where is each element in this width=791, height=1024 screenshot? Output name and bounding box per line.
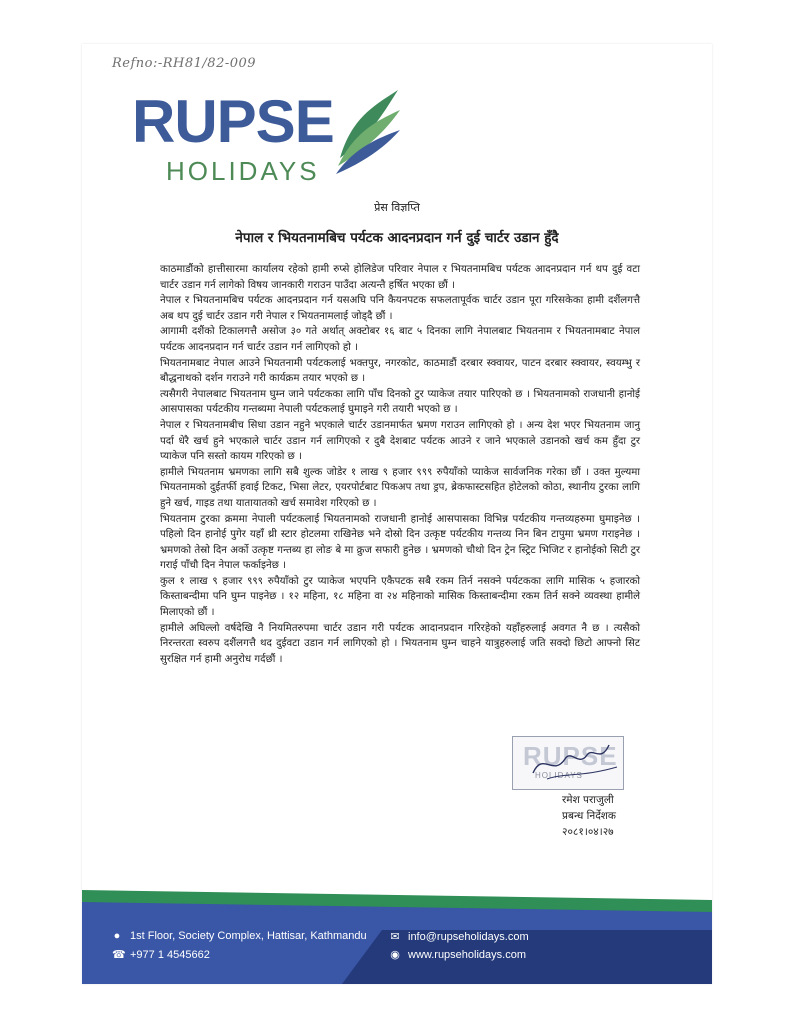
body-paragraph: भियतनामबाट नेपाल आउने भियतनामी पर्यटकलाई भक्तपुर, नगरकोट, काठमाडौं दरबार स्क्वायर, पाटन दरबार स्क्वायर, स्वयम्भु र बौद्धनाथको दर्शन गराउने गरी कार्यक्रम तयार भएको छ ।	[160, 357, 640, 385]
body-paragraph: कुल १ लाख ९ हजार ९९९ रुपैयाँको टुर प्याकेज भएपनि एकैपटक सबै रकम तिर्न नसक्ने पर्यटकका लागि मासिक ५ हजारको किस्ताबन्दीमा पनि घुम्न पाइनेछ । १२ महिना, १८ महिना वा २४ महिनाको मासिक किस्ताबन्दीमा रकम तिर्न सक्ने व्यवस्था हामीले मिलाएको छौं ।	[160, 575, 640, 619]
rupse-holidays-logo	[132, 90, 402, 200]
email-icon: ✉	[390, 931, 400, 943]
signatory-name: रमेश पराजुली	[562, 794, 614, 806]
logo-brand-text: RUPSE	[132, 88, 334, 155]
body-paragraph: नेपाल र भियतनामबीच सिधा उडान नहुने भएकाले चार्टर उडानमार्फत भ्रमण गराउन लागिएको हो । अन्य देश भएर भियतनाम जानु पर्दा धेरै खर्च हुने भएकाले चार्टर उडान गर्न लागिएको र दुबै देशबाट पर्यटक आउने र जाने भएकाले उडानको खर्च कम हुँदा टुर प्याकेज पनि सस्तो कायम गरिएको छ ।	[160, 419, 640, 463]
phone-icon: ☎	[112, 949, 126, 961]
footer-website[interactable]	[390, 948, 526, 961]
body-paragraph: नेपाल र भियतनामबिच पर्यटक आदनप्रदान गर्न यसअघि पनि कैयनपटक सफलतापूर्वक चार्टर उडान पूरा गरिसकेका हामी दशैंलगत्तै अब थप दुई चार्टर उडान गरी नेपाल र भियतनामलाई जोड्दै छौं ।	[160, 295, 640, 322]
handwritten-signature	[513, 737, 623, 789]
body-paragraph: हामीले भियतनाम भ्रमणका लागि सबै शुल्क जोडेर १ लाख ९ हजार ९९९ रुपैयाँको प्याकेज सार्वजनिक गरेका छौं । उक्त मुल्यमा भियतनामको दुईतर्फी हवाई टिकट, भिसा लेटर, एयरपोर्टबाट पिकअप तथा ड्रप, ब्रेकफास्टसहित होटेलको कोठा, स्थानीय टुरका लागि हुने खर्च, गाइड तथा यातायातको खर्च समावेश गरिएको छ ।	[160, 466, 640, 509]
stamp-tagline-text: HOLIDAYS	[535, 771, 583, 780]
body-paragraph: हामीले अघिल्लो वर्षदेखि नै नियमितरुपमा चार्टर उडान गरी पर्यटक आदानप्रदान गरिरहेको यहाँहरुलाई अवगत नै छ । त्यसैको निरन्तरता स्वरुप दशैंलगत्तै थद दुईवटा उडान गर्न लागिएको हो । भियतनाम घुम्न चाहने यात्रुहरुलाई जति सक्दो छिटो आफ्नो सिट सुरक्षित गर्न हामी अनुरोध गर्दछौं ।	[160, 622, 640, 665]
globe-icon: ◉	[390, 949, 400, 961]
signatory-date: २०८१।०४।२७	[562, 826, 614, 838]
letter-footer	[82, 890, 712, 984]
reference-number: Refno:-RH81/82-009	[112, 56, 257, 71]
letter-page	[82, 44, 712, 984]
body-paragraph: त्यसैगरी नेपालबाट भियतनाम घुम्न जाने पर्यटकका लागि पाँच दिनको टुर प्याकेज तयार पारिएको छ । भियतनामको राजधानी हानोई आसपासका पर्यटकीय गन्तब्यमा नेपाली पर्यटकलाई घुमाइने गरी तयारी भएको छ ।	[160, 388, 640, 416]
body-paragraph: आगामी दशैंको टिकालगत्तै असोज ३० गते अर्थात् अक्टोबर १६ बाट ५ दिनका लागि नेपालबाट भियतनाम र भियतनामबाट नेपाल पर्यटक आदनप्रदान गर्न चार्टर उडान गर्न लागिएको हो ।	[160, 326, 640, 353]
letter-body	[160, 262, 640, 667]
body-paragraph: काठमाडौंको हात्तीसारमा कार्यालय रहेको हामी रुप्से होलिडेज परिवार नेपाल र भियतनामबिच पर्यटक आदनप्रदान गर्न थप दुई वटा चार्टर उडान गर्न लागेको विषय जानकारी गराउन पाउँदा अत्यन्तै हर्षित भएका छौं ।	[160, 264, 640, 291]
body-paragraph: भियतनाम टुरका क्रममा नेपाली पर्यटकलाई भियतनामको राजधानी हानोई आसपासका विभिन्न पर्यटकीय गन्तव्यहरुमा घुमाइनेछ । पहिलो दिन हानोई पुगेर यहाँ थ्री स्टार होटलमा राखिनेछ भने दोस्रो दिन उत्कृष्ट पर्यटकीय गन्तव्य निन बिन टापुमा भ्रमण गराइनेछ । भ्रमणको तेस्रो दिन अर्को उत्कृष्ट गन्तब्य हा लोङ बे मा क्रुज सफारी हुनेछ । भ्रमणको चौथो दिन ट्रेन स्ट्रिट भिजिट र हानोईको सिटी टुर गराई पाँचौ दिन नेपाल फर्काइनेछ ।	[160, 513, 640, 572]
leaf-swoosh-icon	[332, 86, 402, 178]
location-pin-icon: ●	[113, 930, 121, 942]
footer-phone	[112, 948, 210, 961]
press-release-label: प्रेस विज्ञप्ति	[374, 201, 420, 214]
stamp-brand-text: RUPSE	[523, 741, 618, 771]
address-text: 1st Floor, Society Complex, Hattisar, Kathmandu	[130, 930, 367, 942]
phone-text: +977 1 4545662	[130, 948, 210, 961]
signatory-title: प्रबन्ध निर्देशक	[562, 810, 616, 822]
logo-tagline-text: HOLIDAYS	[166, 156, 320, 186]
footer-email[interactable]	[390, 930, 529, 943]
email-text[interactable]: info@rupseholidays.com	[408, 930, 529, 943]
footer-address	[112, 930, 367, 942]
signatory-block	[562, 792, 702, 840]
company-stamp	[512, 736, 624, 790]
letter-heading: नेपाल र भियतनामबिच पर्यटक आदनप्रदान गर्न दुई चार्टर उडान हुँदै	[235, 230, 559, 246]
website-text[interactable]: www.rupseholidays.com	[408, 948, 526, 961]
